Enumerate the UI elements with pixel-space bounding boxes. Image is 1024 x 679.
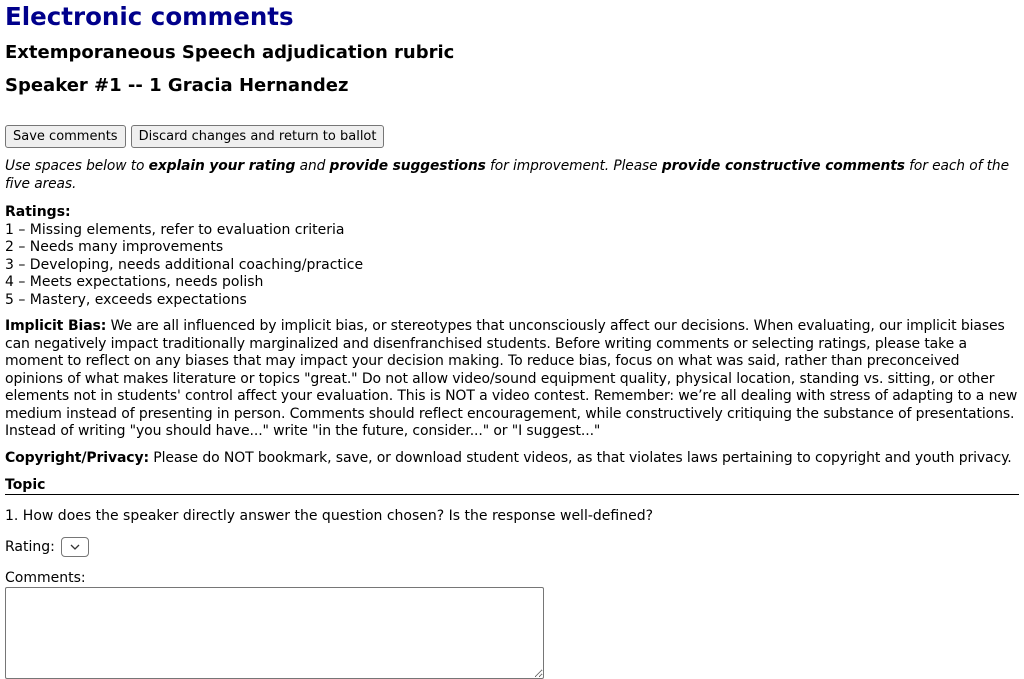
rating-legend-item: 5 – Mastery, exceeds expectations <box>5 291 247 308</box>
intro-bold-1: explain your rating <box>148 158 296 174</box>
implicit-bias-label: Implicit Bias: <box>5 318 107 334</box>
intro-bold-2: provide suggestions <box>329 158 486 174</box>
discard-changes-button[interactable]: Discard changes and return to ballot <box>131 125 385 148</box>
copyright-text: Please do NOT bookmark, save, or download student videos, as that violates laws pertaining to copyright and youth privacy. <box>148 449 1012 466</box>
intro-bold-3: provide constructive comments <box>661 158 905 174</box>
copyright-label: Copyright/Privacy: <box>5 449 149 466</box>
rating-legend-item: 3 – Developing, needs additional coaching/practice <box>5 256 364 273</box>
intro-text-3: for improvement. Please <box>485 158 662 174</box>
rating-select[interactable] <box>61 537 89 557</box>
button-row <box>5 125 1019 148</box>
intro-text-4: for each of the five areas. <box>5 158 1009 192</box>
implicit-bias-note <box>5 318 1019 441</box>
rating-row <box>5 537 1019 557</box>
intro-text-2: and <box>295 158 330 174</box>
ratings-heading: Ratings: <box>5 204 71 220</box>
page-title: Electronic comments <box>5 2 294 31</box>
rubric-subtitle: Extemporaneous Speech adjudication rubric <box>5 42 455 63</box>
save-comments-button[interactable]: Save comments <box>5 125 126 148</box>
comments-label: Comments: <box>5 570 86 586</box>
instructions <box>5 157 1019 193</box>
implicit-bias-text: We are all influenced by implicit bias, or stereotypes that unconsciously affect our decisions. When evaluating, our implicit biases can negatively impact traditionally marginalized and disenfranchised students. Before writing comments or selecting ratings, please take a moment to reflect on any biases that may impact your decision making. To reduce bias, focus on what was said, rather than preconceived opinions of what makes literature or topics "great." Do not allow video/sound equipment quality, physical location, standing vs. sitting, or other elements not in students' control affect your evaluation. This is NOT a video contest. Remember: we’re all dealing with stress of adapting to a new medium instead of presenting in person. Comments should reflect encouragement, while constructively critiquing the substance of presentations. Instead of writing "you should have..." write "in the future, consider..." or "I suggest..." <box>5 318 1018 439</box>
intro-text-1: Use spaces below to <box>5 158 149 174</box>
ratings-legend <box>5 204 1019 309</box>
rating-legend-item: 1 – Missing elements, refer to evaluation criteria <box>5 221 345 238</box>
topic-heading: Topic <box>5 476 1019 495</box>
rating-legend-item: 2 – Needs many improvements <box>5 239 224 255</box>
copyright-note <box>5 450 1019 468</box>
speaker-heading: Speaker #1 -- 1 Gracia Hernandez <box>5 75 349 96</box>
chevron-down-icon <box>70 544 80 550</box>
rating-label: Rating: <box>5 539 55 555</box>
rating-legend-item: 4 – Meets expectations, needs polish <box>5 274 264 290</box>
comments-textarea[interactable] <box>5 587 544 679</box>
topic-question: 1. How does the speaker directly answer the question chosen? Is the response well-defined? <box>5 508 654 524</box>
